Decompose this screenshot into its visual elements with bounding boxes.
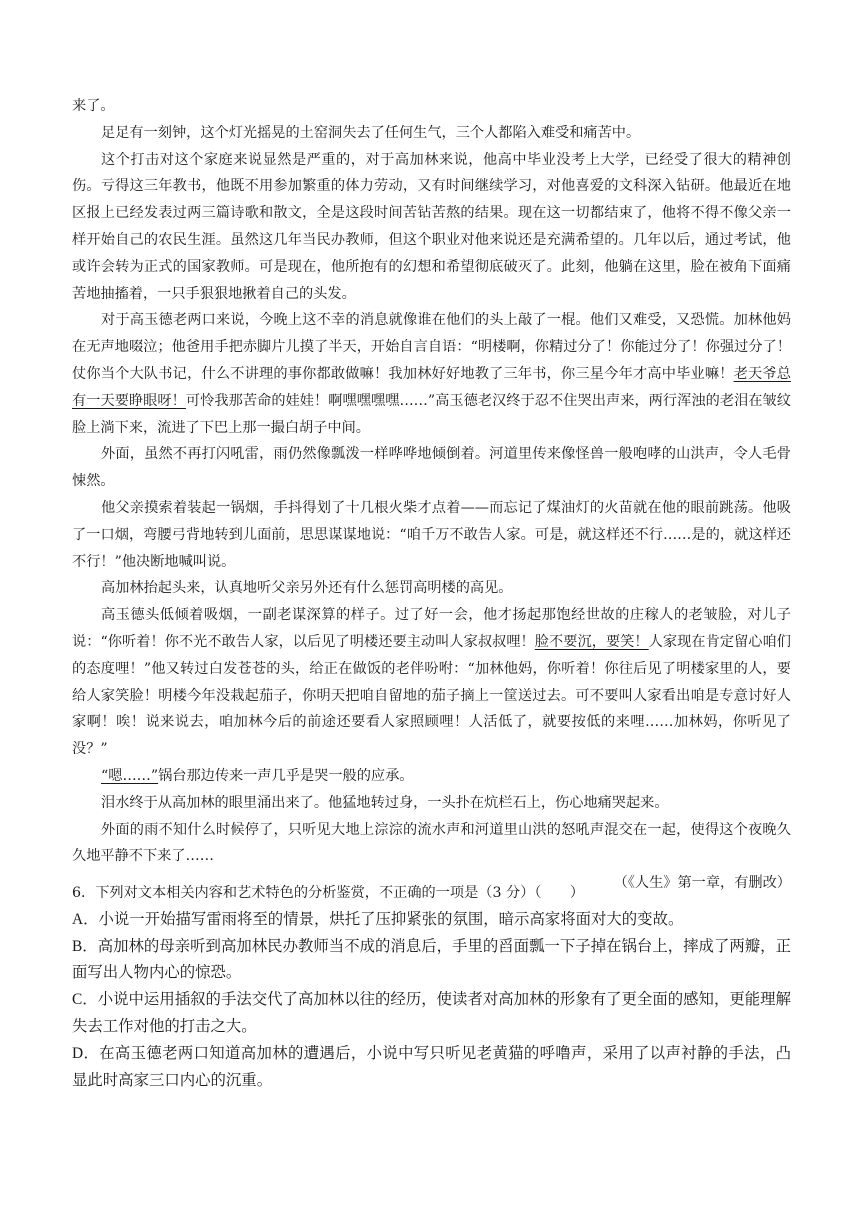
question-stem: 6．下列对文本相关内容和艺术特色的分析鉴赏，不正确的一项是（3 分）（ ）: [72, 885, 585, 901]
question-block: [72, 880, 791, 1094]
story-paragraph: 外面的雨不知什么时候停了，只听见大地上淙淙的流水声和河道里山洪的怒吼声混交在一起，使得这个夜晚久久地平静不下来了……: [72, 821, 791, 865]
source-citation: （《人生》第一章，有删改）: [613, 875, 791, 892]
story-text: 对于高玉德老两口来说，今晚上这不幸的消息就像谁在他们的头上敲了一棍。他们又难受，又恐慌。加林他妈在无声地啜泣；他爸用手把赤脚片儿摸了半天，开始自言自语：“明楼啊，你精过分了！你能过分了！你强过分了！仗你当个大队书记，什么不讲理的事你都敢做嘛！我加林好好地教了三年书，你三星今年才高中毕业嘛！: [72, 312, 791, 382]
story-paragraph: [72, 763, 791, 790]
underlined-text: 老天爷总有一天要睁眼呀！: [72, 365, 791, 409]
story-paragraph: 他父亲摸索着装起一锅烟，手抖得划了十几根火柴才点着——而忘记了煤油灯的火苗就在他的眼前跳荡。他吸了一口烟，弯腰弓背地转到儿面前，思思谋谋地说：“咱千万不敢告人家。可是，就这样还不行……是的，就这样还不行！”他决断地喊叫说。: [72, 499, 791, 570]
story-text: 可怜我那苦命的娃娃！啊嘿嘿嘿嘿……”高玉德老汉终于忍不住哭出声来，两行浑浊的老泪在皱纹脸上淌下来，流进了下巴上那一撮白胡子中间。: [72, 392, 791, 436]
story-text: 锅台那边传来一声几乎是哭一般的应承。: [158, 767, 414, 784]
story-paragraph: 外面，虽然不再打闪吼雷，雨仍然像瓢泼一样哗哗地倾倒着。河道里传来像怪兽一般咆哮的山洪声，令人毛骨悚然。: [72, 446, 791, 490]
option-b: B．高加林的母亲听到高加林民办教师当不成的消息后，手里的舀面瓢一下子掉在锅台上，摔成了两瓣，正面写出人物内心的惊恐。: [72, 937, 791, 982]
option-d: D．在高玉德老两口知道高加林的遭遇后，小说中写只听见老黄猫的呼噜声，采用了以声衬静的手法，凸显此时高家三口内心的沉重。: [72, 1044, 791, 1089]
option-a: A．小说一开始描写雷雨将至的情景，烘托了压抑紧张的氛围，暗示高家将面对大的变故。: [72, 910, 684, 928]
story-text: 高玉德头低倾着吸烟，一副老谋深算的样子。过了好一会，他才扬起那饱经世故的庄稼人的老皱脸，对儿子说：“你听着！你不光不敢告人家，以后见了明楼还要主动叫人家叔叔哩！: [72, 607, 791, 650]
underlined-text: 脸不要沉，要笑！: [534, 633, 649, 650]
story-text: 人家现在肯定留心咱们的态度哩！”他又转过白发苍苍的头，给正在做饭的老伴吩咐：“加林他妈，你听着！你往后见了明楼家里的人，要给人家笑脸！明楼今年没栽起茄子，你明天把咱自留地的茄子摘上一筐送过去。可不要叫人家看出咱是专意讨好人家啊！唉！说来说去，咱加林今后的前途还要看人家照顾哩！人活低了，就要按低的来哩……加林妈，你听见了没？”: [72, 633, 791, 758]
option-c: C．小说中运用插叙的手法交代了高加林以往的经历，使读者对高加林的形象有了更全面的感知，更能理解失去工作对他的打击之大。: [72, 991, 791, 1035]
underlined-text: “嗯……”: [101, 767, 159, 784]
story-paragraph: 这个打击对这个家庭来说显然是严重的，对于高加林来说，他高中毕业没考上大学，已经受了很大的精神创伤。亏得这三年教书，他既不用参加繁重的体力劳动，又有时间继续学习，对他喜爱的文科深入钻研。他最近在地区报上已经发表过两三篇诗歌和散文，全是这段时间苦钻苦熬的结果。现在这一切都结束了，他将不得不像父亲一样开始自己的农民生涯。虽然这几年当民办教师，但这个职业对他来说还是充满希望的。几年以后，通过考试，他或许会转为正式的国家教师。可是现在，他所抱有的幻想和希望彻底破灭了。此刻，他躺在这里，脸在被角下面痛苦地抽搐着，一只手狠狠地揪着自己的头发。: [72, 151, 791, 302]
story-paragraph: 泪水终于从高加林的眼里涌出来了。他猛地转过身，一头扑在炕栏石上，伤心地痛哭起来。: [101, 794, 669, 811]
story-paragraph: 来了。: [72, 98, 115, 114]
story-paragraph: [72, 307, 791, 441]
story-paragraph: 高加林抬起头来，认真地听父亲另外还有什么惩罚高明楼的高见。: [101, 580, 513, 597]
story-paragraph: [72, 602, 791, 763]
story-excerpt: [72, 93, 791, 897]
story-paragraph: 足足有一刻钟，这个灯光摇晃的土窑洞失去了任何生气，三个人都陷入难受和痛苦中。: [101, 124, 641, 141]
